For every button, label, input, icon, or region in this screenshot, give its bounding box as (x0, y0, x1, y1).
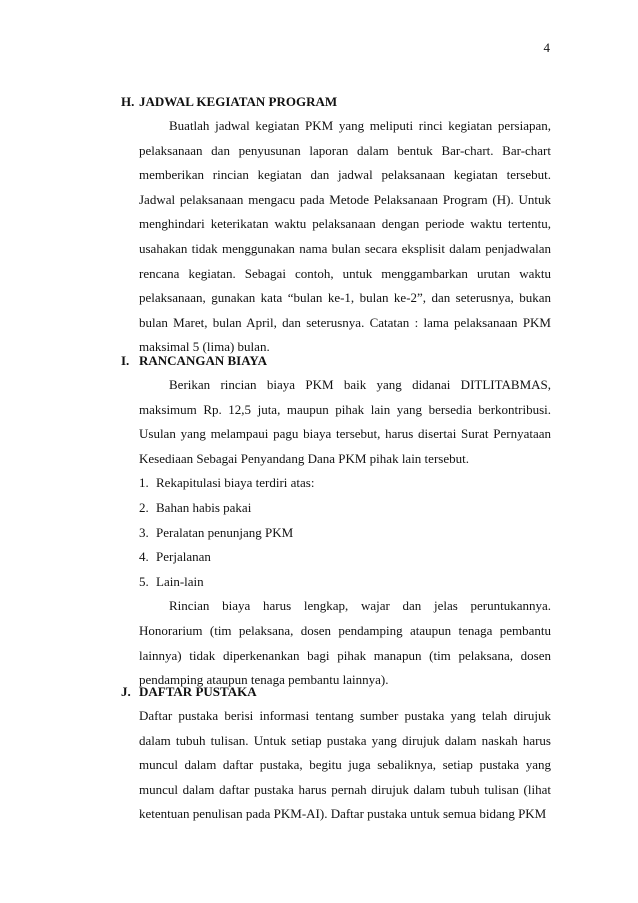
section-body (139, 704, 551, 827)
list-item (139, 570, 551, 595)
section-heading (121, 352, 551, 370)
list-item (139, 545, 551, 570)
paragraph: Daftar pustaka berisi informasi tentang sumber pustaka yang telah dirujuk dalam tubuh tulisan. Untuk setiap pustaka yang dirujuk dalam naskah harus muncul dalam daftar pustaka, begitu juga sebaliknya, setiap pustaka yang muncul dalam daftar pustaka harus pernah dirujuk dalam tubuh tulisan (lihat ketentuan penulisan pada PKM-AI). Daftar pustaka untuk semua bidang PKM (139, 708, 551, 822)
section-title: JADWAL KEGIATAN PROGRAM (139, 94, 338, 109)
section-letter: H. (121, 94, 135, 109)
paragraph: Berikan rincian biaya PKM baik yang didanai DITLITABMAS, maksimum Rp. 12,5 juta, maupun pihak lain yang bersedia berkontribusi. Usulan yang melampaui pagu biaya tersebut, harus disertai Surat Pernyataan Kesediaan Sebagai Penyandang Dana PKM pihak lain tersebut. (139, 377, 551, 466)
section-letter: J. (121, 684, 131, 699)
list-number: 3. (139, 524, 149, 540)
cost-list (139, 471, 551, 594)
list-number: 5. (139, 573, 149, 589)
page-number: 4 (543, 40, 550, 55)
section-title: RANCANGAN BIAYA (139, 353, 267, 368)
section-title: DAFTAR PUSTAKA (139, 684, 257, 699)
list-item (139, 521, 551, 546)
list-number: 4. (139, 549, 149, 565)
list-text: Bahan habis pakai (156, 499, 252, 515)
section-heading (121, 683, 551, 701)
section-jadwal-kegiatan (121, 93, 551, 360)
list-item (139, 471, 551, 496)
list-number: 2. (139, 499, 149, 515)
list-text: Lain-lain (156, 573, 204, 589)
paragraph: Buatlah jadwal kegiatan PKM yang meliputi rinci kegiatan persiapan, pelaksanaan dan penyusunan laporan dalam bentuk Bar-chart. Bar-chart memberikan rincian kegiatan dan jadwal pelaksanaan kegiatan tersebut. Jadwal pelaksanaan mengacu pada Metode Pelaksanaan Program (H). Untuk menghindari keterikatan waktu pelaksanaan dengan periode waktu tertentu, usahakan tidak menggunakan nama bulan secara eksplisit dalam penjadwalan rencana kegiatan. Sebagai contoh, untuk menggambarkan urutan waktu pelaksanaan, gunakan kata “bulan ke-1, bulan ke-2”, dan seterusnya, bukan bulan Maret, bulan April, dan seterusnya. Catatan : lama pelaksanaan PKM maksimal 5 (lima) bulan. (139, 118, 551, 355)
list-text: Peralatan penunjang PKM (156, 524, 294, 540)
section-body (139, 114, 551, 360)
list-item (139, 496, 551, 521)
section-body (139, 373, 551, 693)
list-number: 1. (139, 475, 149, 491)
section-letter: I. (121, 353, 130, 368)
list-text: Rekapitulasi biaya terdiri atas: (156, 475, 315, 491)
section-daftar-pustaka (121, 683, 551, 827)
section-heading (121, 93, 551, 111)
section-rancangan-biaya (121, 352, 551, 693)
list-text: Perjalanan (156, 549, 211, 565)
paragraph: Rincian biaya harus lengkap, wajar dan jelas peruntukannya. Honorarium (tim pelaksana, dosen pendamping ataupun tenaga pembantu lainnya) tidak diperkenankan bagi pihak manapun (tim pelaksana, dosen pendamping ataupun tenaga pembantu lainnya). (139, 598, 551, 688)
